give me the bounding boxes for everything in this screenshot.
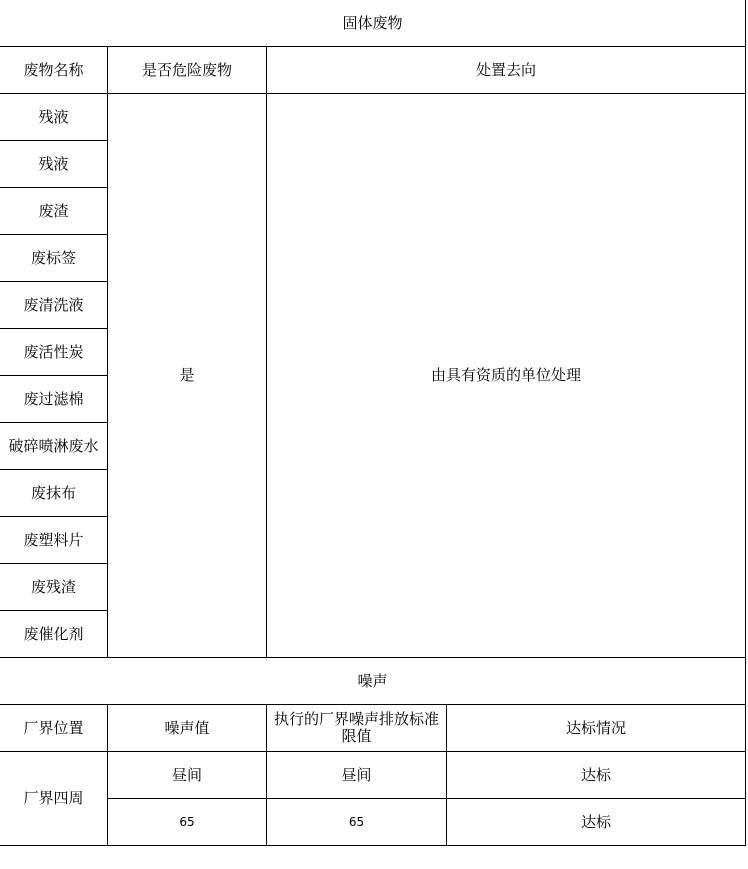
waste-name-cell: 废渣	[0, 188, 108, 235]
standard-limit-cell: 昼间	[267, 752, 447, 799]
hazardous-value: 是	[108, 94, 267, 658]
waste-name-cell: 废标签	[0, 235, 108, 282]
waste-name-cell: 废过滤棉	[0, 376, 108, 423]
header-noise-value: 噪声值	[108, 705, 267, 752]
waste-name-cell: 废清洗液	[0, 282, 108, 329]
compliance-cell: 达标	[447, 799, 746, 846]
waste-name-cell: 废活性炭	[0, 329, 108, 376]
solid-waste-section-title: 固体废物	[0, 0, 746, 47]
waste-name-cell: 残液	[0, 141, 108, 188]
waste-name-cell: 废塑料片	[0, 517, 108, 564]
header-standard-limit: 执行的厂界噪声排放标准限值	[267, 705, 447, 752]
noise-value-cell: 65	[108, 799, 267, 846]
waste-name-cell: 残液	[0, 94, 108, 141]
boundary-location-value: 厂界四周	[0, 752, 108, 846]
compliance-cell: 达标	[447, 752, 746, 799]
noise-section-title: 噪声	[0, 658, 746, 705]
header-boundary-location: 厂界位置	[0, 705, 108, 752]
waste-name-cell: 废残渣	[0, 564, 108, 611]
noise-value-cell: 昼间	[108, 752, 267, 799]
header-disposal: 处置去向	[267, 47, 746, 94]
standard-limit-cell: 65	[267, 799, 447, 846]
waste-name-cell: 破碎喷淋废水	[0, 423, 108, 470]
disposal-value: 由具有资质的单位处理	[267, 94, 746, 658]
header-is-hazardous: 是否危险废物	[108, 47, 267, 94]
waste-name-cell: 废催化剂	[0, 611, 108, 658]
waste-name-cell: 废抹布	[0, 470, 108, 517]
header-waste-name: 废物名称	[0, 47, 108, 94]
header-compliance: 达标情况	[447, 705, 746, 752]
